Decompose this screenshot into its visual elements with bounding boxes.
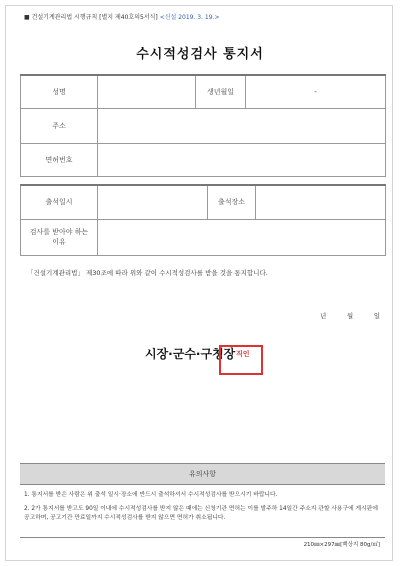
name-label: 성명 xyxy=(21,75,98,108)
datetime-field[interactable] xyxy=(98,185,208,219)
birth-label: 생년월일 xyxy=(196,75,246,108)
place-label: 출석장소 xyxy=(208,185,256,219)
attendance-table xyxy=(20,184,386,256)
place-field[interactable] xyxy=(256,185,386,219)
caution-item-2: 2. 2가 통지서를 받고도 90일 이내에 수시적성검사를 받지 않은 때에는 신청기관 면허는 이를 발주하 14일간 주소지 관할 사용구에 게시판에 공고하며, 공고기간 만료일까지 수시적성검사를 받지 않으면 면허가 취소됩니다. xyxy=(24,506,378,521)
datetime-label: 출석일시 xyxy=(21,185,98,219)
document-title: 수시적성검사 통지서 xyxy=(136,47,264,62)
seal-label: 직인 xyxy=(236,350,250,358)
personal-info-table xyxy=(20,74,386,177)
address-label: 주소 xyxy=(21,108,98,143)
birth-field[interactable]: - xyxy=(246,75,386,108)
address-field[interactable] xyxy=(98,108,386,143)
date-month: 월 xyxy=(346,312,354,320)
reason-field[interactable] xyxy=(98,219,386,255)
caution-list xyxy=(24,491,382,528)
signer-title: 시장·군수·구청장 xyxy=(145,347,236,361)
license-label: 면허번호 xyxy=(21,143,98,176)
notice-statement: 「건설기계관리법」 제30조에 따라 위와 같이 수시적성검사를 받을 것을 통지합니다. xyxy=(27,269,268,277)
caution-divider xyxy=(20,537,385,538)
date-day: 일 xyxy=(373,312,380,320)
paper-spec: 210㎜×297㎜[백상지 80g/㎡] xyxy=(303,542,380,548)
date-line xyxy=(320,311,380,320)
reason-label: 검사를 받아야 하는 이유 xyxy=(21,219,98,255)
date-year: 년 xyxy=(320,312,327,320)
caution-item-1: 1. 통지서를 받은 사람은 위 출석 일시·장소에 반드시 출석하셔서 수시적성검사를 받으시기 바랍니다. xyxy=(24,492,278,498)
caution-header: 유의사항 xyxy=(20,463,385,485)
form-ref-text: ■ 건설기계관리법 시행규칙 [별지 제40호의5서식] xyxy=(24,14,158,21)
amendment-note: <신설 2019. 3. 19.> xyxy=(159,14,220,21)
license-field[interactable] xyxy=(98,143,386,176)
name-field[interactable] xyxy=(98,75,196,108)
form-reference xyxy=(24,12,220,21)
